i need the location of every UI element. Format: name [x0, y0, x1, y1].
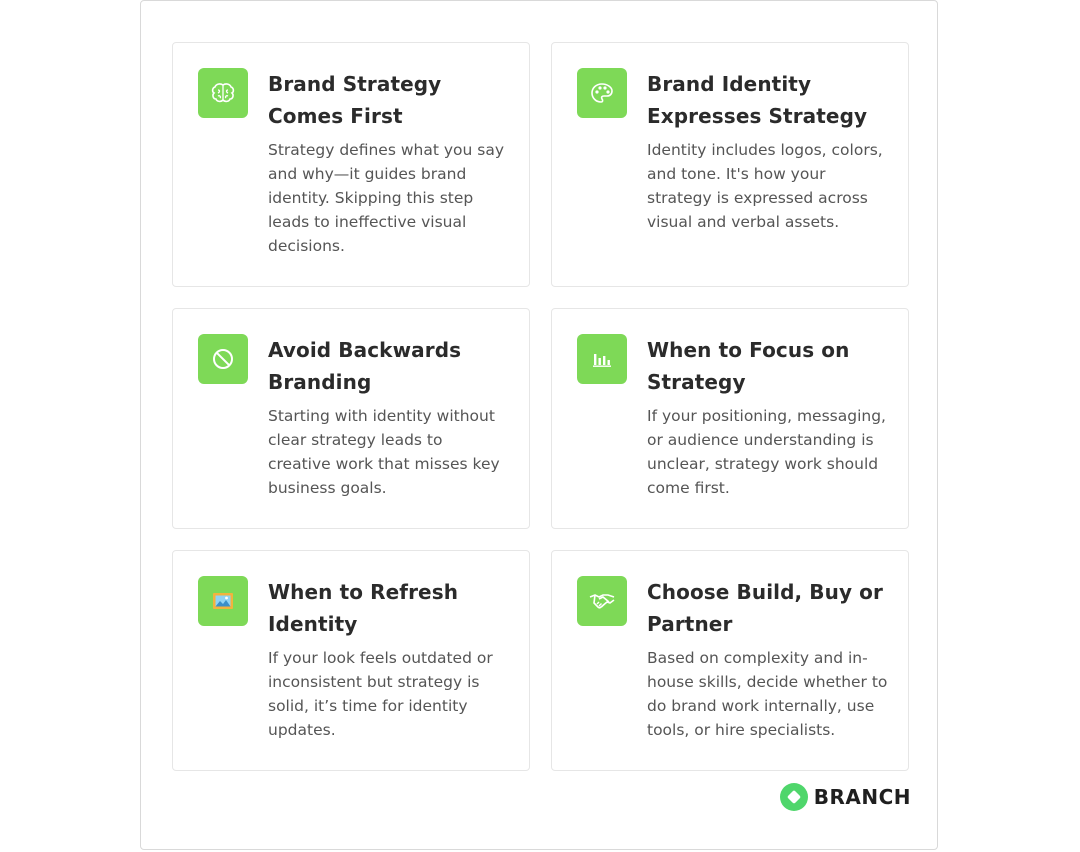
card-avoid-backwards: [172, 308, 530, 529]
branch-logo-text: BRANCH: [813, 785, 911, 809]
card-refresh-identity: [172, 550, 530, 771]
card-title: Choose Build, Buy or Partner: [647, 580, 883, 636]
card-brand-strategy: [172, 42, 530, 287]
card-build-buy-partner: [551, 550, 909, 771]
card-description: Based on complexity and in-house skills, decide whether to do brand work internally, use tools, or hire specialists.: [647, 649, 888, 739]
card-brand-identity: [551, 42, 909, 287]
card-description: Starting with identity without clear strategy leads to creative work that misses key business goals.: [268, 407, 500, 497]
card-title: Brand Strategy Comes First: [268, 72, 442, 128]
infographic-frame: [140, 0, 938, 850]
card-description: Identity includes logos, colors, and tone. It's how your strategy is expressed across visual and verbal assets.: [647, 141, 883, 231]
card-description: If your look feels outdated or inconsistent but strategy is solid, it’s time for identity updates.: [268, 649, 493, 739]
card-description: Strategy defines what you say and why—it guides brand identity. Skipping this step leads to ineffective visual decisions.: [268, 141, 504, 255]
branch-logo-icon: [780, 783, 808, 811]
bar-chart-icon: [577, 334, 627, 384]
palette-icon: [577, 68, 627, 118]
card-description: If your positioning, messaging, or audience understanding is unclear, strategy work should come first.: [647, 407, 886, 497]
card-title: When to Focus on Strategy: [647, 338, 850, 394]
branch-logo: [780, 783, 911, 811]
handshake-icon: [577, 576, 627, 626]
card-title: When to Refresh Identity: [268, 580, 459, 636]
prohibited-icon: [198, 334, 248, 384]
card-focus-strategy: [551, 308, 909, 529]
card-title: Brand Identity Expresses Strategy: [647, 72, 868, 128]
framed-picture-icon: [198, 576, 248, 626]
card-title: Avoid Backwards Branding: [268, 338, 462, 394]
brain-icon: [198, 68, 248, 118]
card-grid: [172, 42, 909, 771]
